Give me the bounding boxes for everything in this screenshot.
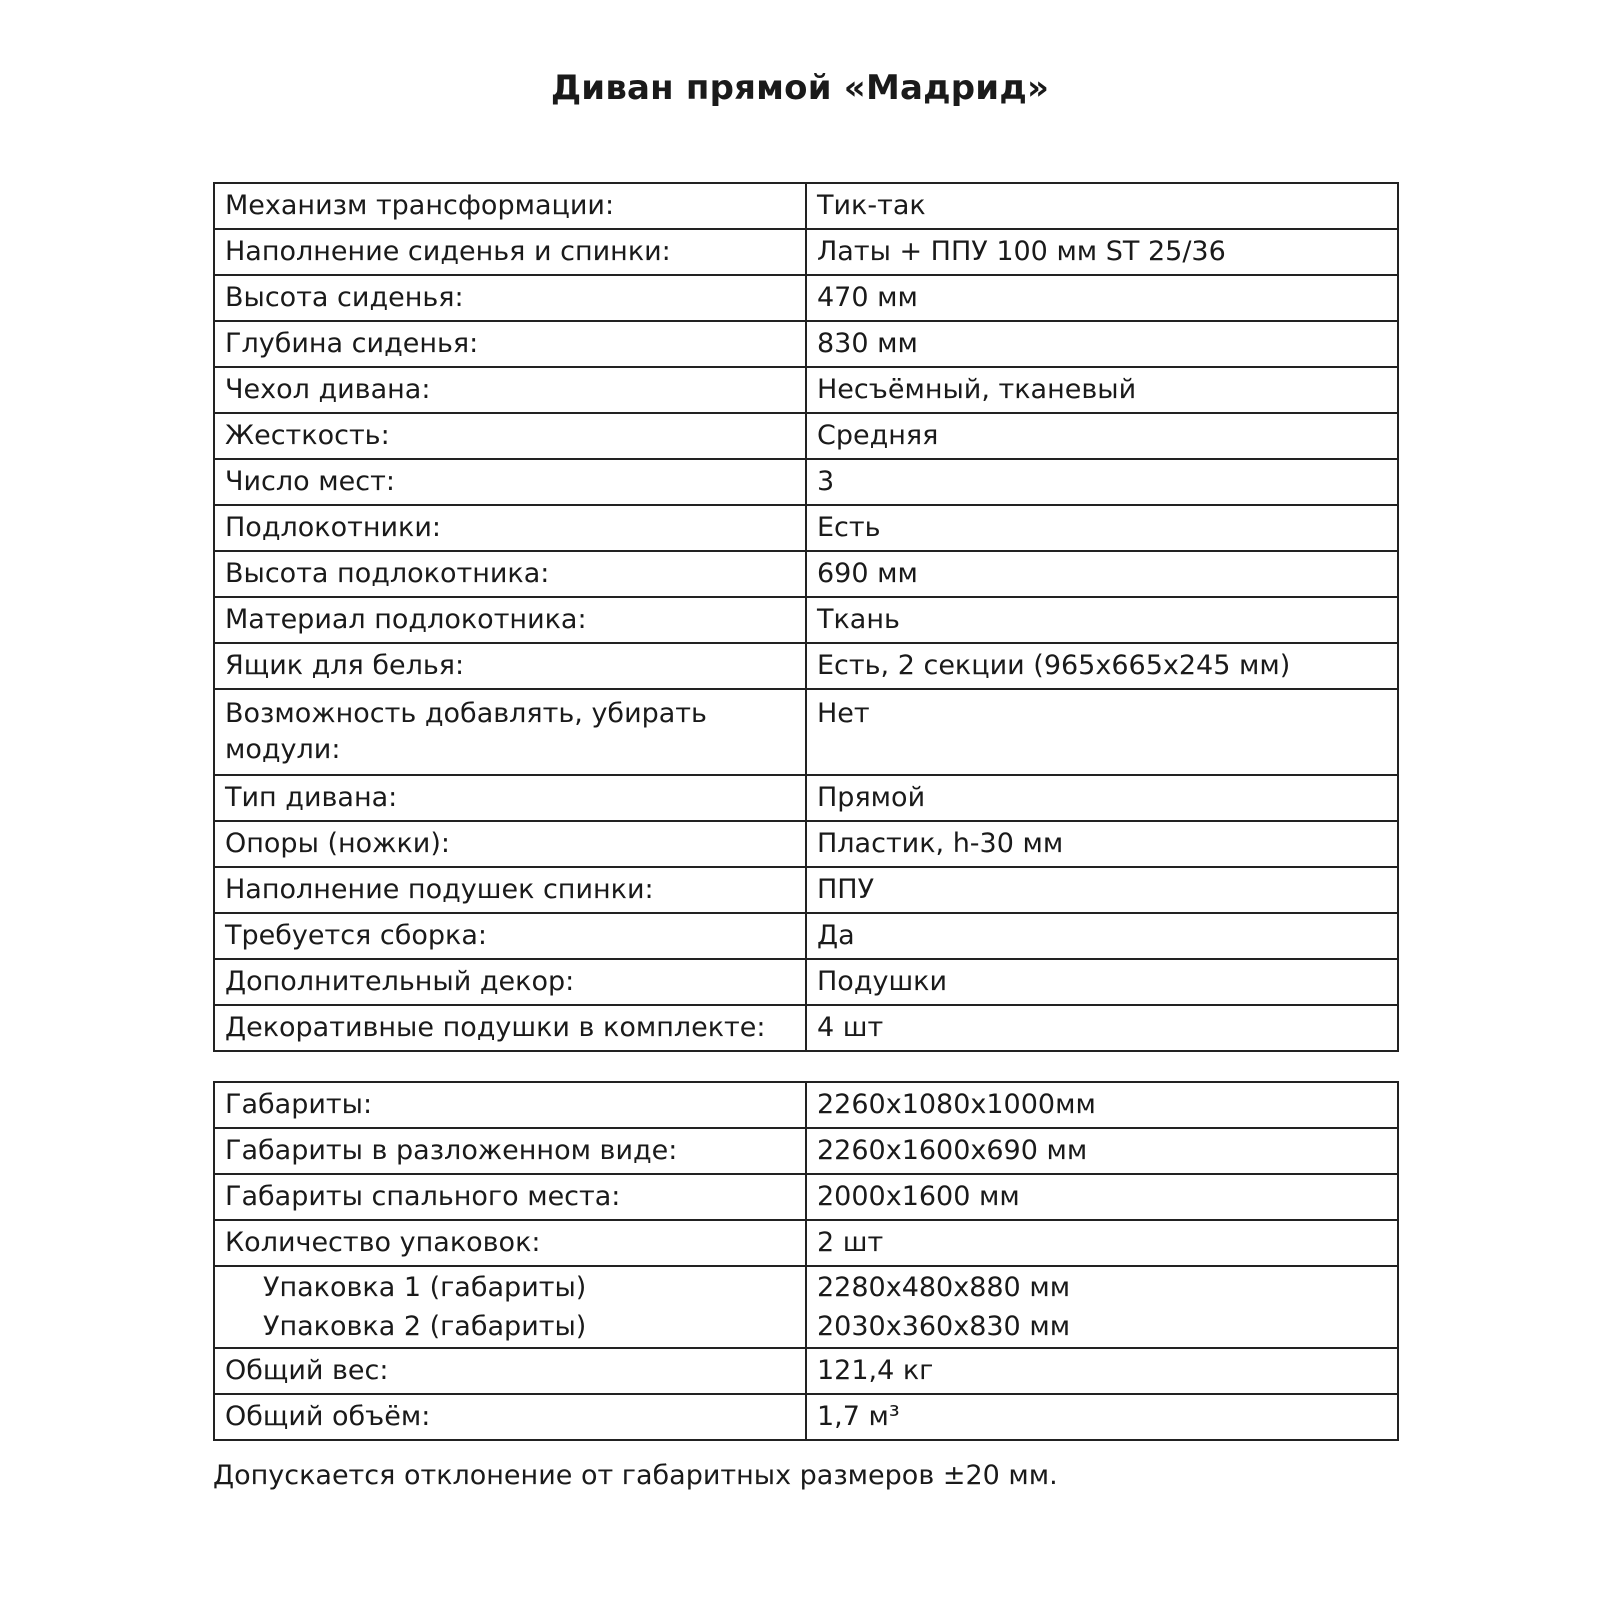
spec-value: 470 мм: [806, 275, 1398, 321]
table-row: [214, 505, 1398, 551]
table-row: [214, 689, 1398, 775]
table-row: [214, 597, 1398, 643]
table-row: [214, 1348, 1398, 1394]
spec-label: Опоры (ножки):: [214, 821, 806, 867]
table-row: [214, 413, 1398, 459]
package-1-value: 2280х480х880 мм: [817, 1272, 1071, 1303]
table-row: [214, 229, 1398, 275]
dimension-label: Габариты:: [214, 1082, 806, 1128]
package-labels-cell: [214, 1266, 806, 1348]
table-row: [214, 551, 1398, 597]
package-1-label: Упаковка 1 (габариты): [263, 1272, 587, 1303]
spec-value: Да: [806, 913, 1398, 959]
spec-label: Требуется сборка:: [214, 913, 806, 959]
table-row: [214, 643, 1398, 689]
table-row: [214, 1174, 1398, 1220]
spec-label: Число мест:: [214, 459, 806, 505]
table-row: [214, 183, 1398, 229]
table-row: [214, 959, 1398, 1005]
package-2-label: Упаковка 2 (габариты): [263, 1311, 587, 1342]
spec-label: Ящик для белья:: [214, 643, 806, 689]
dimension-label: Количество упаковок:: [214, 1220, 806, 1266]
table-row: [214, 913, 1398, 959]
table-row: [214, 275, 1398, 321]
package-2-value: 2030х360х830 мм: [817, 1311, 1071, 1342]
spec-value: Несъёмный, тканевый: [806, 367, 1398, 413]
spec-label: Жесткость:: [214, 413, 806, 459]
table-row: [214, 1128, 1398, 1174]
spec-label: Тип дивана:: [214, 775, 806, 821]
spec-label: Материал подлокотника:: [214, 597, 806, 643]
spec-value: Есть, 2 секции (965х665х245 мм): [806, 643, 1398, 689]
spec-value: 4 шт: [806, 1005, 1398, 1051]
dimension-label: Общий вес:: [214, 1348, 806, 1394]
dimension-label: Габариты спального места:: [214, 1174, 806, 1220]
spec-value: 690 мм: [806, 551, 1398, 597]
spec-value: Тик-так: [806, 183, 1398, 229]
dimension-value: 2 шт: [806, 1220, 1398, 1266]
spec-label: Наполнение сиденья и спинки:: [214, 229, 806, 275]
table-row: [214, 367, 1398, 413]
spec-value: Средняя: [806, 413, 1398, 459]
spec-label: Подлокотники:: [214, 505, 806, 551]
table-row: [214, 1394, 1398, 1440]
table-row: [214, 321, 1398, 367]
spec-value: 830 мм: [806, 321, 1398, 367]
spec-label: Наполнение подушек спинки:: [214, 867, 806, 913]
dimension-value: 121,4 кг: [806, 1348, 1398, 1394]
table-row: [214, 821, 1398, 867]
dimension-label: Габариты в разложенном виде:: [214, 1128, 806, 1174]
table-row: [214, 1005, 1398, 1051]
dimension-value: 1,7 м³: [806, 1394, 1398, 1440]
spec-value: Нет: [806, 689, 1398, 775]
spec-value: 3: [806, 459, 1398, 505]
spec-label: Глубина сиденья:: [214, 321, 806, 367]
spec-value: Латы + ППУ 100 мм ST 25/36: [806, 229, 1398, 275]
spec-label: Дополнительный декор:: [214, 959, 806, 1005]
tolerance-note: Допускается отклонение от габаритных размеров ±20 мм.: [213, 1460, 1058, 1491]
table-row: [214, 775, 1398, 821]
spec-label: Механизм трансформации:: [214, 183, 806, 229]
table-row: [214, 459, 1398, 505]
table-row: [214, 1082, 1398, 1128]
spec-label: Возможность добавлять, убирать модули:: [214, 689, 806, 775]
spec-value: Есть: [806, 505, 1398, 551]
specifications-table: [213, 182, 1399, 1052]
package-values-cell: [806, 1266, 1398, 1348]
spec-value: Пластик, h-30 мм: [806, 821, 1398, 867]
dimension-value: 2260х1080х1000мм: [806, 1082, 1398, 1128]
spec-value: Подушки: [806, 959, 1398, 1005]
spec-value: Прямой: [806, 775, 1398, 821]
dimensions-table: [213, 1081, 1399, 1441]
spec-label: Декоративные подушки в комплекте:: [214, 1005, 806, 1051]
spec-value: Ткань: [806, 597, 1398, 643]
dimension-value: 2260х1600х690 мм: [806, 1128, 1398, 1174]
page-title: Диван прямой «Мадрид»: [550, 68, 1050, 108]
spec-label: Чехол дивана:: [214, 367, 806, 413]
table-row: [214, 1266, 1398, 1348]
table-row: [214, 1220, 1398, 1266]
spec-value: ППУ: [806, 867, 1398, 913]
dimension-label: Общий объём:: [214, 1394, 806, 1440]
spec-label: Высота сиденья:: [214, 275, 806, 321]
spec-label: Высота подлокотника:: [214, 551, 806, 597]
dimension-value: 2000х1600 мм: [806, 1174, 1398, 1220]
table-row: [214, 867, 1398, 913]
